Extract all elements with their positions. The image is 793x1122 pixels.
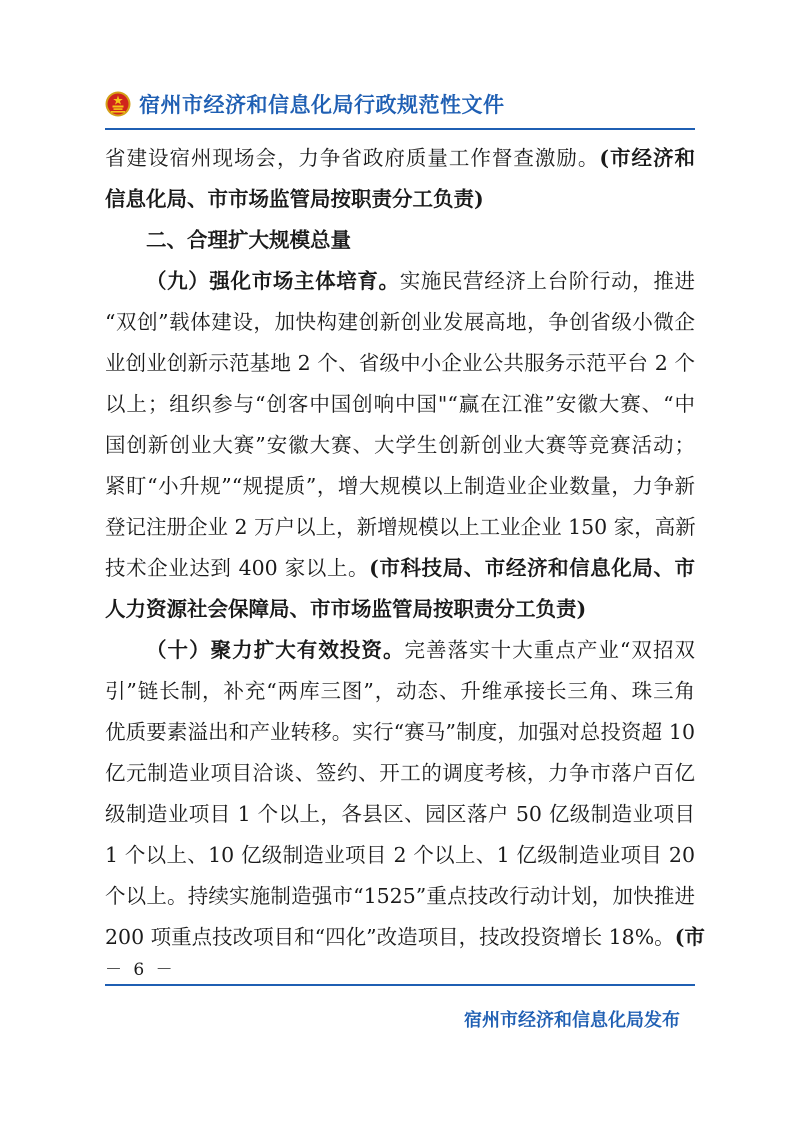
publisher-label: 宿州市经济和信息化局发布 — [464, 1010, 680, 1031]
text-line: 人力资源社会保障局、市市场监管局按职责分工负责) — [105, 597, 587, 621]
text-line: 技术企业达到 400 家以上。(市科技局、市经济和信息化局、市 — [105, 556, 695, 580]
document-body — [105, 138, 705, 958]
text-line: 1 个以上、10 亿级制造业项目 2 个以上、1 亿级制造业项目 20 — [105, 843, 695, 867]
text-line: 级制造业项目 1 个以上，各县区、园区落户 50 亿级制造业项目 — [105, 802, 695, 826]
paragraph-heading: （九）强化市场主体培育。实施民营经济上台阶行动，推进 — [146, 269, 696, 293]
page-number: － 6 － — [105, 960, 176, 980]
document-header — [105, 82, 695, 126]
text-line: 紧盯“小升规”“规提质”，增大规模以上制造业企业数量，力争新 — [105, 474, 695, 498]
text-line: 登记注册企业 2 万户以上，新增规模以上工业企业 150 家，高新 — [105, 515, 696, 539]
header-divider — [105, 128, 695, 130]
text-line: 亿元制造业项目洽谈、签约、开工的调度考核，力争市落户百亿 — [105, 761, 695, 785]
text-line: 200 项重点技改项目和“四化”改造项目，技改投资增长 18%。(市 — [105, 925, 705, 949]
text-line: 国创新创业大赛”安徽大赛、大学生创新创业大赛等竞赛活动； — [105, 433, 695, 457]
text-line: 省建设宿州现场会，力争省政府质量工作督查激励。(市经济和 — [105, 146, 695, 170]
text-line: 业创业创新示范基地 2 个、省级中小企业公共服务示范平台 2 个 — [105, 351, 695, 375]
text-line: “双创”载体建设，加快构建创新创业发展高地，争创省级小微企 — [105, 310, 695, 334]
header-title: 宿州市经济和信息化局行政规范性文件 — [139, 93, 505, 117]
text-line: 引”链长制，补充“两库三图”，动态、升维承接长三角、珠三角 — [105, 679, 695, 703]
paragraph-heading: （十）聚力扩大有效投资。完善落实十大重点产业“双招双 — [146, 638, 696, 662]
national-emblem-icon — [105, 91, 131, 117]
footer-divider — [105, 984, 695, 986]
text-line: 信息化局、市市场监管局按职责分工负责) — [105, 187, 484, 211]
section-heading: 二、合理扩大规模总量 — [146, 228, 351, 252]
text-line: 以上；组织参与“创客中国创响中国"“赢在江淮”安徽大赛、“中 — [105, 392, 695, 416]
text-line: 个以上。持续实施制造强市“1525”重点技改行动计划，加快推进 — [105, 884, 695, 908]
text-line: 优质要素溢出和产业转移。实行“赛马”制度，加强对总投资超 10 — [105, 720, 695, 744]
